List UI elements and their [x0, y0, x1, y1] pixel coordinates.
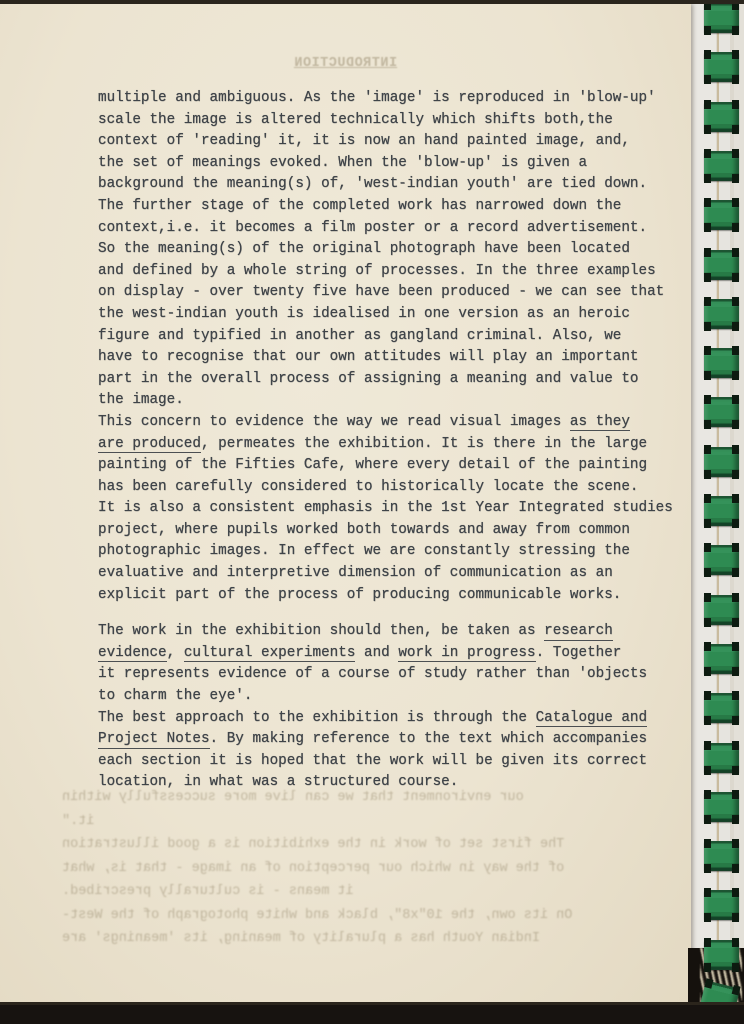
typewritten-line: The further stage of the completed work has narrowed down the [98, 197, 622, 214]
binding-comb-tab [704, 841, 739, 871]
paragraph-gap [98, 606, 673, 621]
binding-comb-tab [704, 299, 739, 329]
typewritten-line: evidence, cultural experiments and work in progress. Together [98, 644, 622, 661]
typewritten-line: part in the overall process of assigning a meaning and value to [98, 370, 639, 387]
typewritten-line: It is also a consistent emphasis in the 1st Year Integrated studies [98, 500, 673, 517]
typewritten-line: it represents evidence of a course of study rather than 'objects [98, 666, 648, 683]
binding-comb-tab [704, 743, 739, 773]
binding-comb-tab [704, 52, 739, 82]
binding-comb-tab [704, 102, 739, 132]
binding-comb-tab [704, 644, 739, 674]
bleedthrough-line: of the way in which our perception of an image - that is, what [62, 860, 565, 876]
typewritten-line: So the meaning(s) of the original photograph have been located [98, 241, 630, 258]
typewritten-line: painting of the Fifties Cafe, where every detail of the painting [98, 457, 648, 474]
bleedthrough-line: The first set of work in the exhibition is a good illustration [62, 837, 565, 852]
bleedthrough-line: On its own, the 10"x8", black and white photograph of the West- [62, 907, 573, 923]
typewritten-text-block [98, 88, 673, 794]
document-page [0, 4, 691, 1003]
typewritten-line: location, in what was a structured course. [98, 774, 459, 791]
binding-comb-tab [704, 792, 739, 822]
typewritten-line: Project Notes. By making reference to the text which accompanies [98, 731, 648, 748]
typewritten-line: are produced, permeates the exhibition. It is there in the large [98, 435, 648, 452]
typewritten-line: figure and typified in another as gangland criminal. Also, we [98, 327, 622, 344]
typewritten-line: to charm the eye'. [98, 688, 253, 705]
typewritten-line: background the meaning(s) of, 'west-indian youth' are tied down. [98, 176, 648, 193]
typewritten-line: multiple and ambiguous. As the 'image' is reproduced in 'blow-up' [98, 90, 656, 106]
bleedthrough-title: INTRODUCTION [293, 56, 398, 71]
typewritten-line: The work in the exhibition should then, be taken as research [98, 623, 613, 640]
typewritten-line: This concern to evidence the way we read visual images as they [98, 413, 630, 430]
typewritten-line: context of 'reading' it, it is now an hand painted image, and, [98, 133, 630, 150]
typewritten-line: on display - over twenty five have been produced - we can see that [98, 284, 665, 301]
scan-edge-top [0, 0, 744, 4]
typewritten-line: photographic images. In effect we are constantly stressing the [98, 543, 630, 560]
binding-comb-tab [704, 595, 739, 625]
binding-comb-tab [704, 200, 739, 230]
bleedthrough-text-block [62, 786, 662, 951]
binding-comb-tab [704, 447, 739, 477]
binding-comb-tab [704, 397, 739, 427]
typewritten-line: has been carefully considered to historically locate the scene. [98, 478, 639, 495]
typewritten-line: the image. [98, 392, 184, 409]
typewritten-line: the west-indian youth is idealised in one version as an heroic [98, 305, 630, 322]
bleedthrough-line: it." [62, 813, 95, 829]
typewritten-line: scale the image is altered technically which shifts both,the [98, 111, 613, 128]
binding-comb-tab [704, 3, 739, 33]
typewritten-line: have to recognise that our own attitudes will play an important [98, 349, 639, 366]
binding-comb-tab [704, 250, 739, 280]
typewritten-line: and defined by a whole string of processes. In the three examples [98, 262, 656, 279]
typewritten-line: the set of meanings evoked. When the 'blow-up' is given a [98, 154, 588, 171]
typewritten-line: project, where pupils worked both towards and away from common [98, 521, 630, 538]
binding-comb-tab [704, 545, 739, 575]
typewritten-line: context,i.e. it becomes a film poster or a record advertisement. [98, 219, 648, 236]
bleedthrough-line: Indian Youth has a plurality of meaning, its 'meanings' are [62, 931, 540, 946]
typewritten-line: The best approach to the exhibition is through the Catalogue and [98, 709, 648, 726]
binding-comb-tab [704, 496, 739, 526]
binding-comb-tab [704, 940, 739, 970]
bleedthrough-line: it means - is culturally prescribed. [62, 884, 354, 899]
binding-comb-tab [704, 151, 739, 181]
binding-comb-tab [704, 348, 739, 378]
binding-comb-tab [704, 890, 739, 920]
bleedthrough-line: our environment that we can live more successfully within [62, 790, 524, 805]
scan-edge-bottom [0, 1002, 744, 1024]
binding-comb-tab [704, 693, 739, 723]
typewritten-line: evaluative and interpretive dimension of communication as an [98, 565, 613, 582]
typewritten-line: explicit part of the process of producing communicable works. [98, 586, 622, 603]
typewritten-line: each section it is hoped that the work will be given its correct [98, 752, 648, 769]
